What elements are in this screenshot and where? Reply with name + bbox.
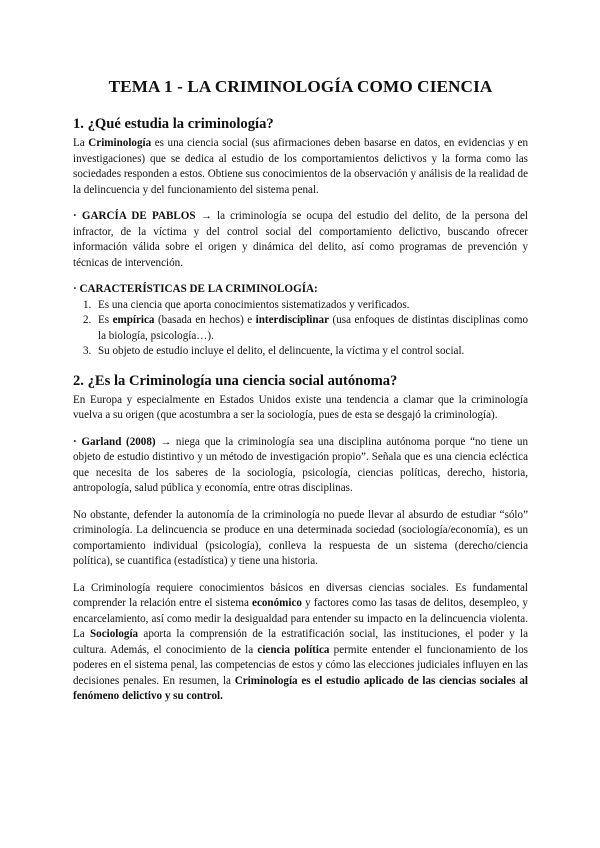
text-run: y factores como las tasas de delitos, desempleo, y encarcelamiento, así como medir la desigualdad para entender su impacto en la delincuencia violenta. La (73, 597, 528, 640)
list-item-number: 2. (83, 314, 92, 326)
garland-lead: · Garland (2008) (73, 435, 156, 448)
section-1-heading: 1. ¿Qué estudia la criminología? (73, 116, 274, 132)
social-sciences-paragraph (73, 581, 528, 705)
text-run: (basada en hechos) e (154, 314, 256, 326)
list-item (73, 313, 528, 344)
bold-term-ciencia-politica: ciencia política (257, 643, 330, 656)
text-run: La Criminología requiere conocimientos básicos en diversas ciencias sociales. Es fundamental comprender la relación entre el sistema (73, 581, 528, 609)
list-item-number: 1. (83, 298, 92, 311)
section-2-heading: 2. ¿Es la Criminología una ciencia social autónoma? (73, 372, 398, 389)
list-item (73, 344, 528, 360)
characteristics-heading-text: · CARACTERÍSTICAS DE LA CRIMINOLOGÍA: (73, 283, 318, 295)
document-page (73, 0, 528, 705)
text-run: Es (98, 314, 113, 326)
bold-term-criminologia: Criminología (88, 137, 152, 149)
bold-conclusion: Criminología es el estudio aplicado de las ciencias sociales al fenómeno delictivo y su control. (73, 674, 528, 702)
characteristics-list (73, 298, 528, 360)
garcia-de-pablos-lead: · GARCÍA DE PABLOS (73, 210, 196, 222)
text-run: permite entender el funcionamiento de los poderes en el sistema penal, las competencias de estos y cómo las elecciones judiciales influyen en las decisiones penales. En resumen, la (73, 643, 529, 687)
text-run: Su objeto de estudio incluye el delito, el delincuente, la víctima y el control social. (98, 345, 465, 357)
text-run: → la criminología se ocupa del estudio del delito, de la persona del infractor, de la víctima y del control social del comportamiento delictivo, buscando ofrecer información válida sobre el origen y dinámica del delito, así como programas de prevención y técnicas de intervención. (73, 210, 528, 269)
garcia-de-pablos-paragraph (73, 209, 528, 271)
list-item-number: 3. (83, 345, 92, 357)
characteristics-heading (73, 282, 528, 298)
document-title: TEMA 1 - LA CRIMINOLOGÍA COMO CIENCIA (108, 77, 493, 96)
text-run: La (73, 137, 89, 149)
list-item (73, 298, 528, 314)
bold-term-sociologia: Sociología (90, 628, 139, 640)
europe-usa-paragraph: En Europa y especialmente en Estados Unidos existe una tendencia a clamar que la criminología vuelva a su origen (que acostumbra a ser la sociología, pues de esta se desgajó la criminología). (73, 393, 528, 421)
bold-term-empirica: empírica (112, 314, 155, 326)
garland-paragraph (73, 435, 528, 497)
text-run: (usa enfoques de distintas disciplinas como la biología, psicología…). (98, 314, 528, 342)
criminology-definition-paragraph (73, 136, 528, 198)
bold-term-economico: económico (252, 597, 302, 609)
autonomy-paragraph: No obstante, defender la autonomía de la criminología no puede llevar al absurdo de estudiar “sólo” criminología. La delincuencia se produce en una determinada sociedad (sociología/economía), es un comportamiento individual (psicología), conlleva la respuesta de un sistema (derecho/ciencia política), se cuantifica (estadística) y tiene una historia. (73, 508, 528, 567)
text-run: es una ciencia social (sus afirmaciones deben basarse en datos, en evidencias y en investigaciones) que se dedica al estudio de los comportamientos delictivos y la forma como las sociedades responden a estos. Obtiene sus conocimientos de la observación y análisis de la realidad de la delincuencia y del funcionamiento del sistema penal. (73, 137, 528, 196)
text-run: Es una ciencia que aporta conocimientos sistematizados y verificados. (98, 298, 410, 311)
bold-term-interdisciplinar: interdisciplinar (255, 314, 330, 326)
text-run: aporta la comprensión de la estratificación social, las instituciones, el poder y la cultura. Además, el conocimiento de la (73, 628, 528, 656)
text-run: → niega que la criminología sea una disciplina autónoma porque “no tiene un objeto de estudio distintivo y un método de investigación propio”. Señala que es una ciencia ecléctica que necesita de los saberes de la sociología, psicología, ciencias políticas, derecho, historia, antropología, salud pública y economía, entre otras disciplinas. (73, 435, 528, 494)
